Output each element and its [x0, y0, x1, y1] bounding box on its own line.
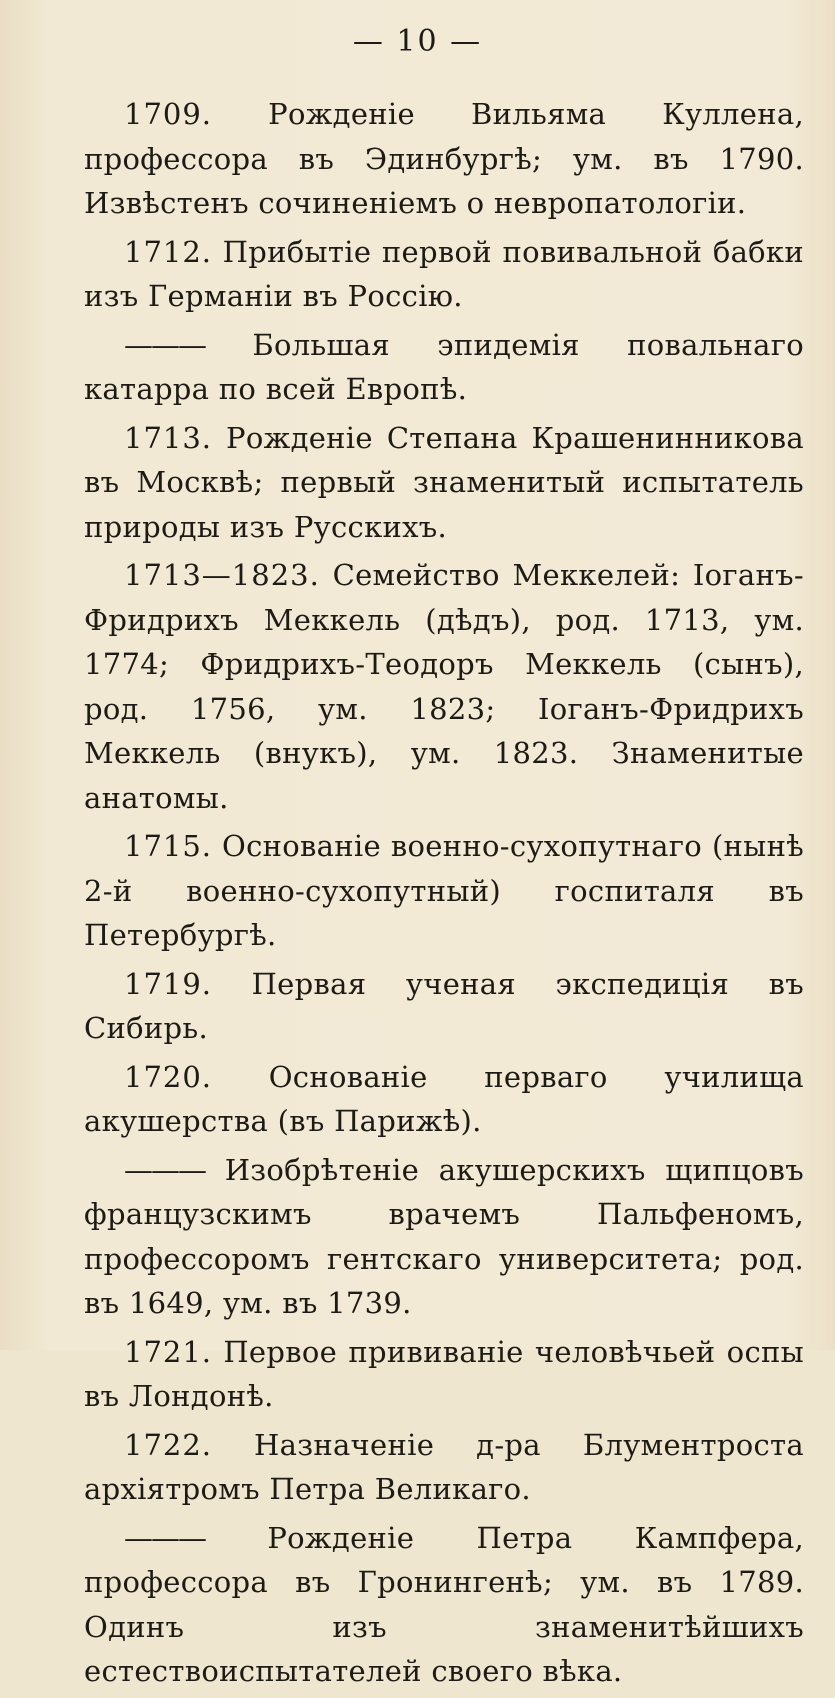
chronology-entry	[84, 323, 804, 412]
entry-year: 1709.	[124, 97, 213, 131]
entry-text: Большая эпидемія повальнаго катарра по всей Европѣ.	[84, 327, 804, 406]
entry-text: Рожденіе Вильяма Куллена, профессора въ Эдинбургѣ; ум. въ 1790. Извѣстенъ сочиненіемъ о невропатологіи.	[84, 97, 804, 220]
chronology-entry	[84, 824, 804, 958]
entry-year: 1712.	[124, 234, 213, 269]
entry-dash: ———	[124, 1152, 205, 1187]
entry-text: Семейство Меккелей: Іоганъ-Фридрихъ Меккель (дѣдъ), род. 1713, ум. 1774; Фридрихъ-Теодоръ Меккель (сынъ), род. 1756, ум. 1823; Іоганъ-Фридрихъ Меккель (внукъ), ум. 1823. Знаменитые анатомы.	[84, 558, 804, 815]
page-number: — 10 —	[352, 24, 483, 59]
entry-text: Первое прививаніе человѣчьей оспы въ Лондонѣ.	[84, 1334, 804, 1413]
entry-year: 1720.	[124, 1059, 213, 1094]
entry-text: Первая ученая экспедиція въ Сибирь.	[84, 966, 804, 1045]
entry-text: Рожденіе Петра Кампфера, профессора въ Гронингенѣ; ум. въ 1789. Одинъ изъ знаменитѣйшихъ естествоиспытателей своего вѣка.	[84, 1520, 804, 1688]
entry-year: 1721.	[124, 1334, 213, 1369]
chronology-entry	[84, 1423, 804, 1512]
entry-year: 1719.	[124, 966, 213, 1001]
entry-text: Основаніе военно-сухопутнаго (нынѣ 2-й военно-сухопутный) госпиталя въ Петербургѣ.	[84, 829, 804, 952]
entry-year: 1715.	[124, 829, 213, 863]
chronology-list	[84, 92, 804, 1698]
entry-text: Назначеніе д-ра Блументроста архіятромъ Петра Великаго.	[84, 1427, 804, 1506]
chronology-entry	[84, 1148, 804, 1326]
chronology-entry	[84, 1516, 804, 1694]
entry-text: Основаніе перваго училища акушерства (въ Парижѣ).	[84, 1059, 804, 1138]
chronology-entry	[84, 416, 804, 550]
chronology-entry	[84, 553, 804, 820]
entry-dash: ———	[124, 327, 205, 362]
entry-year: 1713—1823.	[124, 558, 320, 592]
entry-text: Рожденіе Степана Крашенинникова въ Москвѣ; первый знаменитый испытатель природы изъ Русскихъ.	[84, 420, 804, 544]
chronology-entry	[84, 230, 804, 319]
chronology-entry	[84, 962, 804, 1051]
entry-year: 1722.	[124, 1427, 213, 1462]
chronology-entry	[84, 1055, 804, 1144]
entry-dash: ———	[124, 1520, 205, 1555]
entry-text: Изобрѣтеніе акушерскихъ щипцовъ французскимъ врачемъ Пальфеномъ, профессоромъ гентскаго университета; род. въ 1649, ум. въ 1739.	[84, 1152, 804, 1320]
chronology-entry	[84, 1330, 804, 1419]
entry-text: Прибытіе первой повивальной бабки изъ Германіи въ Россію.	[84, 234, 804, 313]
entry-year: 1713.	[124, 420, 213, 455]
chronology-entry	[84, 92, 804, 226]
